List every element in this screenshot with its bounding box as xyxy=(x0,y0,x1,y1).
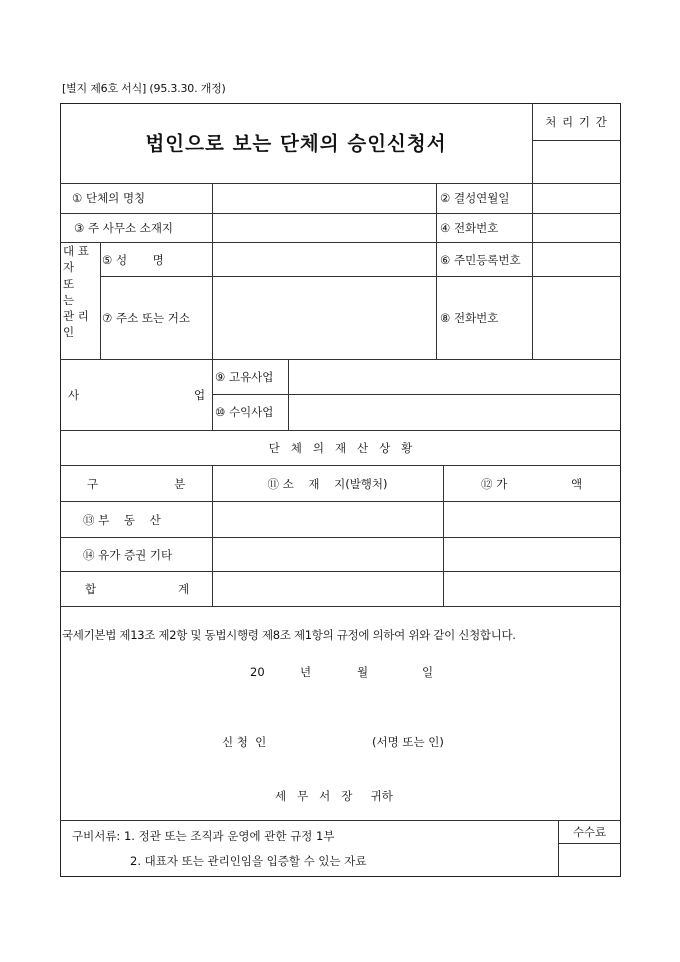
unique-business-label: ⑨ 고유사업 xyxy=(215,370,274,384)
org-name-field[interactable] xyxy=(213,184,435,212)
established-date-label: ② 결성연월일 xyxy=(440,191,510,205)
row-real-estate: ⑬ 부 동 산 xyxy=(83,513,161,527)
established-date-field[interactable] xyxy=(533,184,620,212)
unique-business-field[interactable] xyxy=(289,360,620,393)
signature-hint: (서명 또는 인) xyxy=(372,735,444,749)
column-header-value-end: 액 xyxy=(571,477,583,491)
divider xyxy=(100,242,101,359)
head-office-field[interactable] xyxy=(213,214,435,241)
rep-label-line: 대 표 xyxy=(63,244,89,258)
date-year: 20 xyxy=(250,665,265,679)
date-day-label: 일 xyxy=(422,665,434,679)
resident-number-field[interactable] xyxy=(533,243,620,275)
name-field[interactable] xyxy=(213,243,435,275)
total-value-field[interactable] xyxy=(444,572,620,605)
date-year-label: 년 xyxy=(300,665,312,679)
divider xyxy=(436,183,437,359)
processing-period-label: 처 리 기 간 xyxy=(545,115,608,129)
column-header-bun: 분 xyxy=(174,477,186,491)
rep-label-line: 인 xyxy=(63,325,75,340)
phone-field-2[interactable] xyxy=(533,277,620,358)
rep-label-line: 는 xyxy=(63,292,75,307)
declaration-text: 국세기본법 제13조 제2항 및 동법시행령 제8조 제1항의 규정에 의하여 위와 같이 신청합니다. xyxy=(62,628,516,642)
fee-field[interactable] xyxy=(559,844,620,876)
rep-label-line: 관 리 xyxy=(63,309,89,324)
total-location-field[interactable] xyxy=(213,572,442,605)
applicant-name-field[interactable] xyxy=(290,730,365,752)
rep-label-line: 또 xyxy=(63,276,75,291)
processing-period-field[interactable] xyxy=(533,141,620,182)
column-header-location: ⑪ 소 재 지(발행처) xyxy=(267,477,388,491)
row-securities: ⑭ 유가 증권 기타 xyxy=(83,548,173,562)
org-name-label: ① 단체의 명칭 xyxy=(72,191,146,205)
profit-business-field[interactable] xyxy=(289,395,620,429)
required-document-item-2: 2. 대표자 또는 관리인임을 입증할 수 있는 자료 xyxy=(130,854,367,868)
business-label: 사 xyxy=(68,388,80,402)
phone-label-2: ⑧ 전화번호 xyxy=(440,311,499,325)
form-title: 법인으로 보는 단체의 승인신청서 xyxy=(145,132,447,155)
divider xyxy=(60,606,621,607)
required-documents-label: 구비서류: 1. 정관 또는 조직과 운영에 관한 규정 1부 xyxy=(72,829,335,843)
fee-label: 수수료 xyxy=(572,825,607,839)
applicant-label: 신 청 인 xyxy=(222,735,267,749)
form-caption: [별지 제6호 서식] (95.3.30. 개정) xyxy=(62,82,226,95)
divider xyxy=(212,359,213,430)
address-label: ⑦ 주소 또는 거소 xyxy=(102,311,190,325)
name-label: ⑤ 성 명 xyxy=(102,253,164,267)
divider xyxy=(60,465,621,466)
row-total-end: 계 xyxy=(178,582,190,596)
resident-number-label: ⑥ 주민등록번호 xyxy=(440,253,521,267)
phone-label: ④ 전화번호 xyxy=(440,221,499,235)
representative-label xyxy=(63,243,99,341)
date-month-label: 월 xyxy=(357,665,369,679)
securities-value-field[interactable] xyxy=(444,538,620,570)
real-estate-value-field[interactable] xyxy=(444,502,620,536)
divider xyxy=(60,820,621,821)
securities-location-field[interactable] xyxy=(213,538,442,570)
assets-section-title: 단 체 의 재 산 상 황 xyxy=(268,441,413,455)
column-header-gu: 구 xyxy=(87,477,99,491)
row-total: 합 xyxy=(85,582,97,596)
phone-field[interactable] xyxy=(533,214,620,241)
business-label-end: 업 xyxy=(194,388,206,402)
rep-label-line: 자 xyxy=(63,260,75,275)
profit-business-label: ⑩ 수익사업 xyxy=(215,405,274,419)
head-office-label: ③ 주 사무소 소재지 xyxy=(74,221,174,235)
recipient: 세 무 서 장 귀하 xyxy=(275,789,393,803)
column-header-value: ⑫ 가 xyxy=(481,477,508,491)
address-field[interactable] xyxy=(213,277,435,358)
real-estate-location-field[interactable] xyxy=(213,502,442,536)
divider xyxy=(60,430,621,431)
